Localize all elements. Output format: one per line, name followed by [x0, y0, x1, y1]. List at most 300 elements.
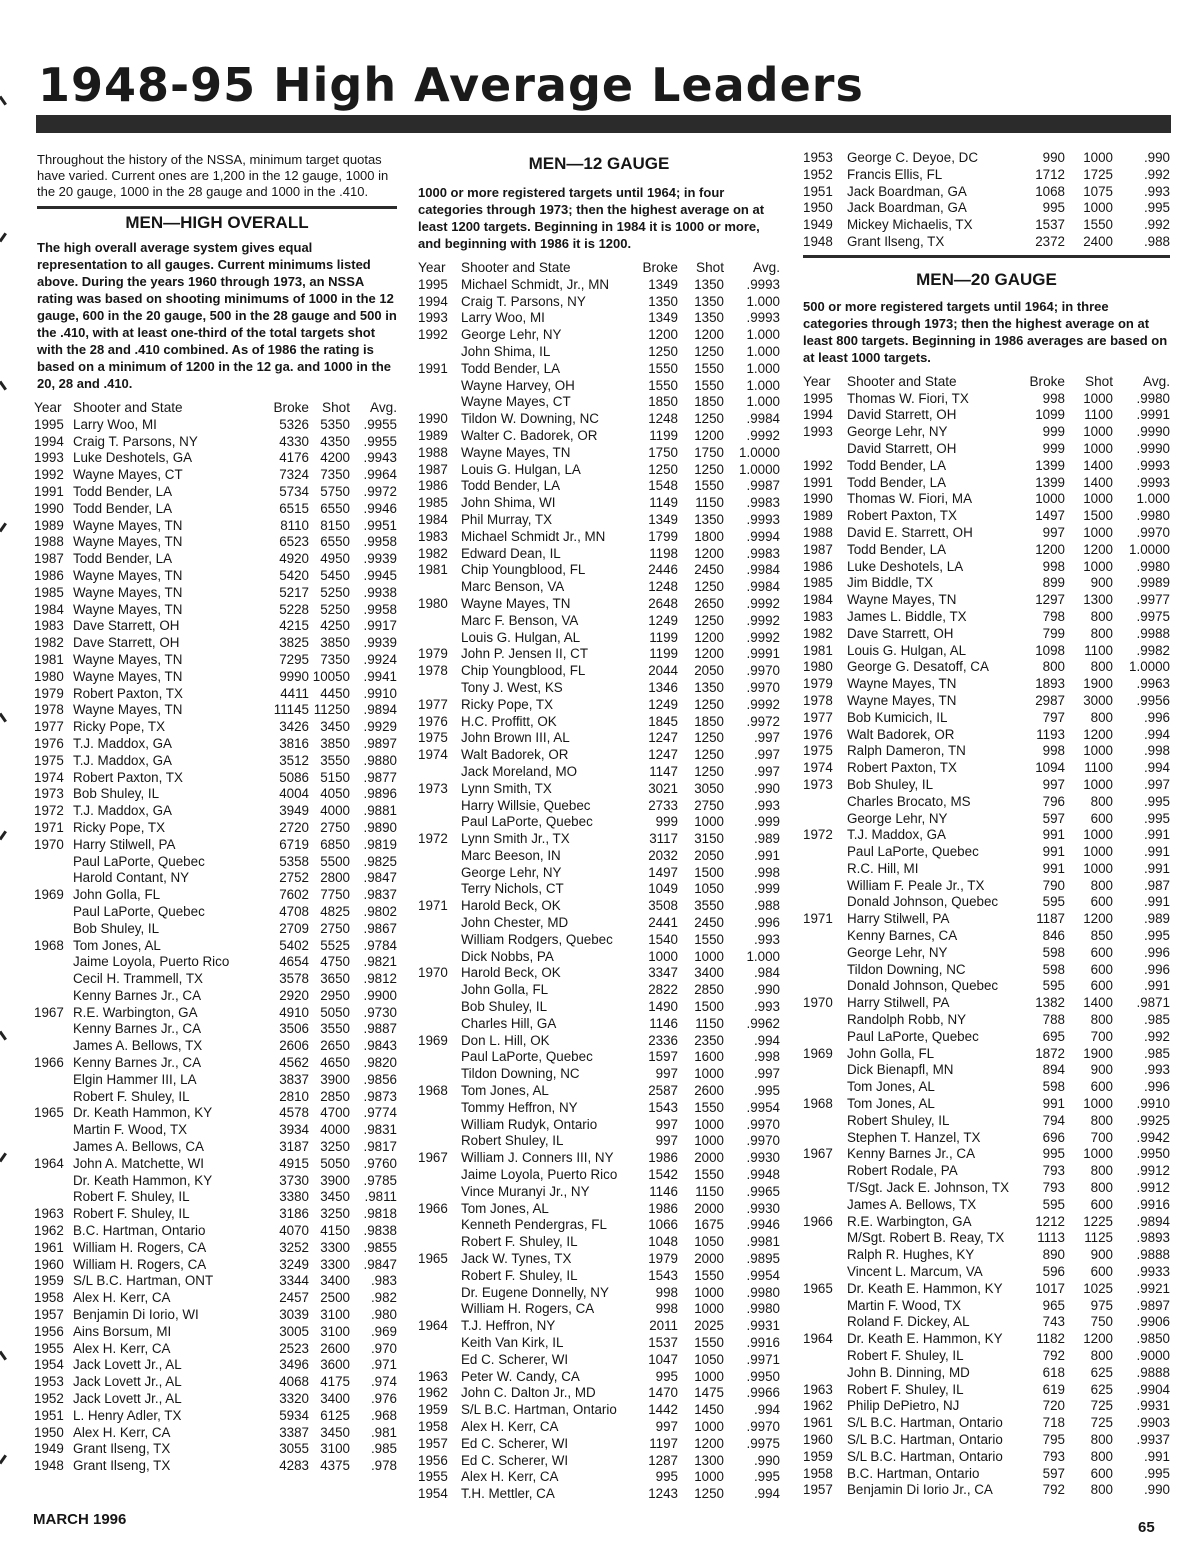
cell-year: 1954 — [418, 1486, 448, 1502]
cell-average: .9910 — [363, 685, 397, 701]
cell-broke: 1147 — [649, 763, 678, 779]
cell-average: 1.000 — [746, 360, 780, 376]
table-row — [418, 881, 780, 898]
cell-broke: 1346 — [648, 679, 678, 695]
table-row — [34, 1323, 397, 1341]
cell-broke: 3039 — [279, 1307, 309, 1323]
table-row — [34, 719, 397, 736]
cell-shot: 800 — [1090, 1112, 1113, 1128]
cell-shooter: Wayne Mayes, CT — [73, 467, 183, 483]
cell-broke: 598 — [1042, 1079, 1065, 1095]
cell-shot: 2025 — [694, 1318, 724, 1334]
table-row — [418, 1469, 780, 1486]
cell-broke: 4654 — [279, 954, 309, 970]
cell-broke: 1548 — [648, 478, 678, 494]
cell-average: .991 — [1143, 844, 1170, 860]
cell-shooter: George Lehr, NY — [847, 424, 948, 440]
cell-broke: 11145 — [273, 702, 309, 718]
cell-broke: 4708 — [279, 903, 309, 919]
cell-broke: 1349 — [648, 511, 678, 527]
cell-year: 1977 — [34, 719, 64, 735]
cell-shooter: Todd Bender, LA — [847, 541, 947, 557]
cell-broke: 3837 — [279, 1071, 309, 1087]
cell-shooter: John Shima, IL — [461, 343, 551, 359]
table-row — [418, 1033, 780, 1050]
table-row — [803, 424, 1170, 441]
cell-year: 1995 — [803, 390, 833, 406]
cell-shooter: John Brown III, AL — [461, 730, 570, 746]
table-row — [34, 786, 397, 803]
cell-broke: 1497 — [1035, 508, 1065, 524]
cell-year: 1985 — [803, 575, 833, 591]
cell-average: 1.0000 — [1129, 541, 1170, 557]
cell-average: .9821 — [363, 954, 397, 970]
cell-broke: 3005 — [279, 1323, 309, 1339]
table-row — [34, 769, 397, 787]
cell-broke: 995 — [1042, 200, 1065, 216]
table-row — [803, 710, 1170, 727]
cell-average: .9817 — [363, 1139, 397, 1155]
cell-year: 1989 — [803, 508, 833, 524]
cell-broke: 795 — [1042, 1431, 1065, 1447]
cell-shot: 1000 — [694, 1469, 724, 1485]
cell-shot: 1000 — [694, 1133, 724, 1149]
cell-shooter: Vince Muranyi Jr., NY — [461, 1183, 590, 1199]
cell-average: .9980 — [1136, 508, 1170, 524]
table-row — [803, 827, 1170, 844]
cell-average: .9984 — [746, 579, 780, 595]
cell-shot: 5150 — [320, 769, 350, 785]
cell-broke: 3512 — [279, 752, 309, 768]
cell-average: .996 — [1143, 961, 1170, 977]
cell-year: 1988 — [418, 444, 448, 460]
cell-shot: 1000 — [1083, 390, 1113, 406]
cell-year: 1967 — [34, 1004, 64, 1020]
cell-average: .990 — [753, 1452, 780, 1468]
men-overall-title: MEN—HIGH OVERALL — [125, 213, 309, 232]
cell-shooter: Alex H. Kerr, CA — [73, 1424, 171, 1440]
cell-shooter: Dr. Eugene Donnelly, NY — [461, 1284, 609, 1300]
cell-shooter: Wayne Mayes, TN — [847, 676, 957, 692]
cell-broke: 2523 — [279, 1340, 309, 1356]
cell-broke: 1597 — [648, 1049, 678, 1065]
cell-year: 1963 — [803, 1381, 833, 1397]
cell-shot: 1150 — [695, 495, 724, 511]
cell-shot: 6550 — [320, 500, 350, 516]
cell-broke: 3187 — [279, 1139, 309, 1155]
cell-average: .9867 — [363, 920, 397, 936]
cell-shot: 1000 — [694, 1418, 724, 1434]
table-row — [34, 1155, 397, 1173]
table-row — [34, 517, 397, 535]
table-row — [803, 743, 1170, 760]
table-row — [418, 529, 780, 546]
cell-shot: 1850 — [694, 713, 724, 729]
cell-broke: 3344 — [279, 1273, 309, 1289]
cell-year: 1972 — [803, 827, 833, 843]
cell-average: .9820 — [363, 1055, 397, 1071]
cell-year: 1966 — [418, 1200, 448, 1216]
cell-year: 1950 — [34, 1424, 64, 1440]
cell-shot: 1000 — [694, 1368, 724, 1384]
cell-broke: 598 — [1042, 961, 1065, 977]
cell-shooter: Kenny Barnes Jr., CA — [73, 1055, 202, 1071]
cell-year: 1984 — [418, 511, 448, 527]
cell-shooter: Dr. Keath E. Hammon, KY — [847, 1331, 1003, 1347]
table-row — [37, 904, 397, 921]
cell-broke: 1248 — [648, 411, 678, 427]
cell-shot: 4950 — [320, 551, 350, 567]
cell-shooter: H.C. Proffitt, OK — [461, 713, 557, 729]
cell-shooter: Grant Ilseng, TX — [73, 1441, 171, 1457]
cell-average: .9981 — [746, 1234, 780, 1250]
cell-shot: 3100 — [320, 1441, 350, 1457]
cell-year: 1971 — [803, 911, 833, 927]
cell-broke: 4910 — [279, 1004, 309, 1020]
cell-shot: 2050 — [694, 847, 724, 863]
cell-year: 1991 — [803, 474, 833, 490]
cell-broke: 1094 — [1035, 760, 1065, 776]
cell-broke: 2606 — [279, 1038, 309, 1054]
table-row — [34, 450, 397, 467]
cell-shooter: Todd Bender, LA — [847, 474, 947, 490]
cell-year: 1991 — [34, 483, 64, 499]
cell-year: 1962 — [34, 1223, 64, 1239]
cell-shooter: Jack W. Tynes, TX — [461, 1251, 572, 1267]
cell-year: 1956 — [418, 1452, 448, 1468]
cell-shooter: William Rudyk, Ontario — [461, 1116, 598, 1132]
cell-broke: 1146 — [649, 1015, 678, 1031]
cell-average: .9941 — [363, 668, 397, 684]
table-row — [34, 1424, 397, 1442]
table-row — [803, 1449, 1170, 1466]
cell-shot: 2400 — [1083, 233, 1113, 249]
table-row — [803, 1130, 1170, 1147]
cell-average: .985 — [1143, 1012, 1170, 1028]
cell-average: .999 — [753, 814, 780, 830]
cell-shot: 1250 — [694, 763, 724, 779]
cell-shooter: Elgin Hammer III, LA — [73, 1071, 197, 1087]
table-row — [34, 1239, 397, 1257]
cell-shot: 1250 — [694, 1486, 724, 1502]
cell-shot: 1000 — [1083, 1096, 1113, 1112]
cell-shooter: Robert F. Shuley, IL — [461, 1234, 578, 1250]
cell-year: 1973 — [418, 780, 448, 796]
cell-shooter: Wayne Mayes, TN — [73, 702, 183, 718]
cell-shooter: Dick Nobbs, PA — [461, 948, 554, 964]
cell-broke: 596 — [1042, 1264, 1065, 1280]
cell-year: 1954 — [34, 1357, 64, 1373]
table-row — [34, 668, 397, 686]
cell-broke: 5228 — [279, 601, 309, 617]
table-row — [418, 1285, 780, 1302]
table-row — [34, 735, 397, 753]
cell-shooter: David Starrett, OH — [847, 440, 957, 456]
cell-shot: 2850 — [320, 1088, 350, 1104]
table-row — [803, 1348, 1170, 1365]
cell-broke: 1543 — [648, 1267, 678, 1283]
cell-shooter: Tom Jones, AL — [847, 1079, 935, 1095]
cell-average: .980 — [370, 1307, 397, 1323]
cell-average: .995 — [1143, 793, 1170, 809]
cell-shot: 600 — [1090, 944, 1113, 960]
header-year: Year — [803, 373, 831, 389]
cell-shooter: Alex H. Kerr, CA — [73, 1340, 171, 1356]
cell-shooter: Walt Badorek, OR — [461, 747, 569, 763]
table-row — [803, 1197, 1170, 1214]
cell-shooter: Donald Johnson, Quebec — [847, 894, 999, 910]
cell-shot: 1000 — [1083, 524, 1113, 540]
cell-shooter: John Golla, FL — [73, 887, 161, 903]
cell-shot: 4000 — [320, 803, 350, 819]
table-row — [418, 596, 780, 613]
table-row — [34, 584, 397, 602]
cell-average: .994 — [1143, 726, 1170, 742]
cell-broke: 991 — [1042, 844, 1065, 860]
header-name: Shooter and State — [461, 260, 571, 275]
cell-average: .969 — [370, 1323, 397, 1339]
table-row — [418, 1184, 780, 1201]
cell-broke: 2446 — [648, 562, 678, 578]
table-row — [803, 184, 1170, 201]
cell-shot: 4375 — [320, 1458, 350, 1474]
cell-average: .9964 — [363, 467, 397, 483]
cell-shooter: Kenny Barnes Jr., CA — [73, 1021, 202, 1037]
cell-shot: 2850 — [694, 982, 724, 998]
cell-year: 1980 — [803, 659, 833, 675]
cell-shooter: Philip DePietro, NJ — [847, 1398, 960, 1414]
cell-shooter: Wayne Mayes, TN — [73, 651, 183, 667]
cell-shot: 1500 — [694, 864, 724, 880]
cell-shot: 1250 — [694, 612, 724, 628]
cell-shot: 800 — [1090, 1180, 1113, 1196]
cell-shooter: William H. Rogers, CA — [461, 1301, 595, 1317]
cell-average: .9930 — [746, 1150, 780, 1166]
cell-year: 1983 — [803, 608, 833, 624]
cell-broke: 1543 — [648, 1099, 678, 1115]
cell-year: 1960 — [803, 1431, 833, 1447]
table-row — [37, 1122, 397, 1139]
cell-shooter: Ed C. Scherer, WI — [461, 1435, 569, 1451]
cell-broke: 790 — [1042, 877, 1065, 893]
cell-average: 1.000 — [746, 394, 780, 410]
cell-average: .9819 — [363, 836, 397, 852]
cell-year: 1993 — [34, 450, 64, 466]
cell-average: .9954 — [746, 1099, 780, 1115]
cell-average: .9943 — [363, 450, 397, 466]
cell-shot: 1000 — [1083, 844, 1113, 860]
cell-broke: 2810 — [279, 1088, 309, 1104]
cell-shot: 1550 — [694, 1099, 724, 1115]
cell-shot: 900 — [1090, 1247, 1113, 1263]
cell-broke: 1198 — [649, 545, 678, 561]
table-row — [803, 1365, 1170, 1382]
cell-broke: 1066 — [648, 1217, 678, 1233]
cell-year: 1985 — [34, 584, 64, 600]
cell-year: 1957 — [418, 1435, 448, 1451]
table-row — [34, 483, 397, 501]
cell-year: 1989 — [34, 517, 64, 533]
cell-shooter: Cecil H. Trammell, TX — [73, 971, 203, 987]
cell-average: .9855 — [363, 1239, 397, 1255]
cell-year: 1965 — [803, 1280, 833, 1296]
cell-year: 1994 — [418, 293, 448, 309]
cell-average: .996 — [753, 915, 780, 931]
cell-average: .9871 — [1136, 995, 1170, 1011]
cell-average: .9984 — [746, 562, 780, 578]
cell-shooter: James L. Biddle, TX — [847, 608, 967, 624]
cell-average: .9984 — [746, 411, 780, 427]
cell-shot: 3450 — [320, 1189, 350, 1205]
cell-average: .9838 — [363, 1223, 397, 1239]
cell-broke: 990 — [1042, 150, 1065, 165]
table-row — [418, 663, 780, 680]
table-row — [418, 1133, 780, 1150]
cell-broke: 890 — [1042, 1247, 1065, 1263]
cell-broke: 1872 — [1035, 1045, 1065, 1061]
cell-shooter: R.E. Warbington, GA — [847, 1213, 972, 1229]
cell-shooter: Robert F. Shuley, IL — [461, 1267, 578, 1283]
table-row — [803, 592, 1170, 609]
cell-shooter: Jack Moreland, MO — [461, 763, 578, 779]
table-row — [418, 613, 780, 630]
cell-shot: 2350 — [694, 1032, 724, 1048]
cell-shooter: Grant Ilseng, TX — [73, 1458, 171, 1474]
cell-shot: 1000 — [1083, 440, 1113, 456]
cell-broke: 793 — [1042, 1180, 1065, 1196]
cell-shooter: Bob Shuley, IL — [461, 999, 548, 1015]
cell-average: 1.000 — [746, 343, 780, 359]
cell-broke: 3387 — [279, 1424, 309, 1440]
cell-year: 1976 — [803, 726, 833, 742]
header-avg: Avg. — [753, 260, 780, 275]
table-row — [418, 848, 780, 865]
header-year: Year — [418, 260, 446, 275]
cell-year: 1976 — [418, 713, 448, 729]
cell-shooter: Larry Woo, MI — [73, 416, 157, 432]
cell-broke: 2733 — [648, 797, 678, 813]
cell-average: 1.0000 — [739, 461, 780, 477]
cell-shot: 5750 — [320, 483, 350, 499]
table-row — [418, 1066, 780, 1083]
cell-shooter: Harold Beck, OK — [461, 965, 561, 981]
table-row — [418, 1234, 780, 1251]
cell-shooter: Dr. Keath Hammon, KY — [73, 1105, 213, 1121]
cell-shooter: Walt Badorek, OR — [847, 726, 955, 742]
cell-broke: 619 — [1042, 1381, 1065, 1397]
cell-shot: 1550 — [694, 1267, 724, 1283]
table-row — [803, 693, 1170, 710]
cell-shooter: James A. Bellows, TX — [847, 1196, 977, 1212]
cell-average: .9992 — [746, 629, 780, 645]
header-avg: Avg. — [1143, 373, 1170, 389]
cell-average: .992 — [1143, 166, 1170, 182]
cell-shooter: B.C. Hartman, Ontario — [73, 1223, 206, 1239]
men-20-table — [803, 391, 1170, 1500]
cell-broke: 2032 — [648, 847, 678, 863]
cell-average: .981 — [370, 1424, 397, 1440]
cell-average: .9990 — [1136, 440, 1170, 456]
cell-broke: 1986 — [648, 1200, 678, 1216]
table-row — [803, 928, 1170, 945]
cell-average: .995 — [753, 1083, 780, 1099]
cell-shooter: Robert F. Shuley, IL — [73, 1206, 190, 1222]
cell-broke: 1250 — [648, 461, 678, 477]
cell-shooter: James A. Bellows, TX — [73, 1038, 203, 1054]
cell-shot: 1725 — [1083, 166, 1113, 182]
cell-shot: 4700 — [320, 1105, 350, 1121]
cell-shooter: Vincent L. Marcum, VA — [847, 1264, 983, 1280]
cell-broke: 794 — [1042, 1112, 1065, 1128]
table-header — [418, 260, 780, 277]
table-row — [418, 932, 780, 949]
table-row — [803, 1314, 1170, 1331]
cell-shot: 11250 — [313, 702, 350, 718]
cell-broke: 3249 — [279, 1256, 309, 1272]
cell-shooter: Todd Bender, LA — [847, 457, 947, 473]
cell-broke: 1193 — [1036, 726, 1065, 742]
table-row — [803, 525, 1170, 542]
cell-shot: 3000 — [1083, 692, 1113, 708]
cell-average: .999 — [753, 881, 780, 897]
cell-year: 1992 — [803, 457, 833, 473]
cell-shot: 1250 — [694, 696, 724, 712]
margin-mark — [0, 96, 7, 106]
cell-broke: 1537 — [1035, 217, 1065, 233]
cell-broke: 4070 — [279, 1223, 309, 1239]
cell-year: 1990 — [803, 491, 833, 507]
cell-shooter: Ralph Dameron, TN — [847, 743, 966, 759]
cell-broke: 1470 — [648, 1385, 678, 1401]
cell-broke: 5420 — [279, 567, 309, 583]
men-overall-table — [34, 416, 397, 1475]
cell-shooter: John Golla, FL — [461, 982, 549, 998]
cell-shooter: Thomas W. Fiori, TX — [847, 390, 969, 406]
cell-average: .9970 — [746, 1418, 780, 1434]
cell-shooter: Jaime Loyola, Puerto Rico — [73, 954, 230, 970]
cell-shot: 1200 — [1083, 1331, 1113, 1347]
cell-shooter: Louis G. Hulgan, AL — [461, 629, 581, 645]
cell-broke: 796 — [1042, 793, 1065, 809]
cell-shot: 3900 — [320, 1071, 350, 1087]
table-row — [418, 1369, 780, 1386]
cell-average: .9880 — [363, 752, 397, 768]
cell-shooter: Bob Shuley, IL — [73, 786, 160, 802]
cell-shooter: Wayne Mayes, TN — [73, 668, 183, 684]
table-row — [418, 1201, 780, 1218]
cell-year: 1992 — [34, 467, 64, 483]
cell-broke: 695 — [1042, 1028, 1065, 1044]
cell-broke: 3426 — [279, 719, 309, 735]
cell-broke: 3347 — [648, 965, 678, 981]
cell-year: 1962 — [803, 1398, 833, 1414]
cell-average: .9937 — [1136, 1431, 1170, 1447]
table-row — [803, 878, 1170, 895]
cell-shot: 600 — [1090, 1196, 1113, 1212]
cell-shot: 1100 — [1084, 407, 1113, 423]
table-row — [418, 730, 780, 747]
cell-broke: 1442 — [648, 1402, 678, 1418]
cell-broke: 1187 — [1036, 911, 1065, 927]
cell-average: .997 — [753, 1066, 780, 1082]
cell-average: .9897 — [1136, 1297, 1170, 1313]
cell-average: .993 — [753, 797, 780, 813]
cell-broke: 1350 — [648, 293, 678, 309]
cell-year: 1951 — [34, 1407, 64, 1423]
cell-broke: 1048 — [648, 1234, 678, 1250]
cell-year: 1983 — [418, 528, 448, 544]
cell-shooter: T.H. Mettler, CA — [461, 1486, 555, 1502]
